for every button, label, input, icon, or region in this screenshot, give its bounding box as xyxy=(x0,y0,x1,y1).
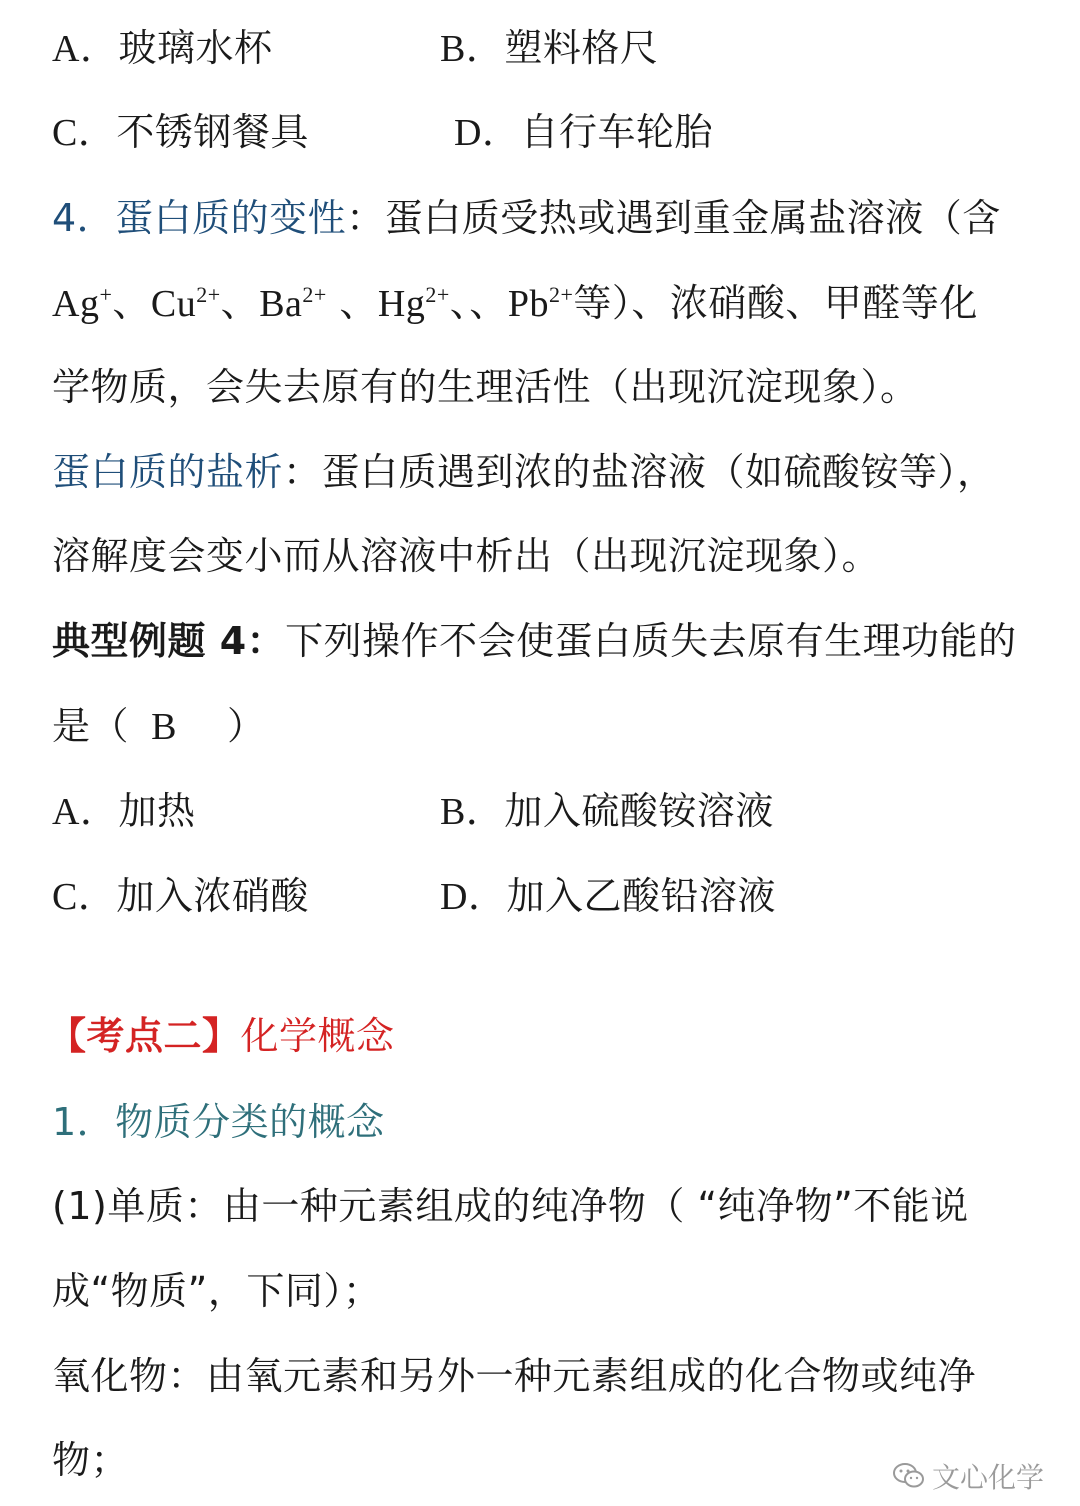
wechat-icon xyxy=(892,1461,926,1491)
example4-option-c-text: 加入浓硝酸 xyxy=(116,874,309,918)
example4-option-row-1 xyxy=(52,787,774,836)
sep-3: 、 xyxy=(326,281,378,325)
option-c-text: 不锈钢餐具 xyxy=(116,110,309,154)
element-line-2 xyxy=(52,1267,381,1315)
example4-answer: B xyxy=(151,706,177,748)
sep-2: 、 xyxy=(220,281,260,325)
option-d-letter: D． xyxy=(454,112,521,154)
denaturation-text-1: ：蛋白质受热或遇到重金属盐溶液（含 xyxy=(346,196,1001,240)
salting-out-line-1 xyxy=(52,448,996,496)
example4-label: 典型例题 4： xyxy=(52,619,286,663)
q3-option-row-2 xyxy=(52,108,713,157)
ion-ba-charge: 2+ xyxy=(302,282,327,307)
example4-question-prefix: 是（ xyxy=(52,704,130,748)
sep-4: 、、 xyxy=(449,281,508,325)
ion-pb: Pb xyxy=(507,283,549,325)
option-a-letter: A． xyxy=(52,28,119,70)
ion-cu-charge: 2+ xyxy=(196,282,221,307)
ion-ag-charge: + xyxy=(99,282,113,307)
option-a-text: 玻璃水杯 xyxy=(118,26,273,70)
watermark xyxy=(892,1456,1044,1496)
denaturation-text-2: 等）、浓硝酸、甲醛等化 xyxy=(573,281,978,325)
salting-out-line-2 xyxy=(52,532,880,580)
example4-option-d-text: 加入乙酸铅溶液 xyxy=(506,874,776,918)
example4-option-d-letter: D． xyxy=(440,876,507,918)
ion-ag: Ag xyxy=(52,283,100,325)
section2-bracket-title: 【考点二】 xyxy=(48,1014,241,1058)
denaturation-line-2 xyxy=(52,279,978,328)
option-b-text: 塑料格尺 xyxy=(504,26,659,70)
example4-option-a-letter: A． xyxy=(52,791,119,833)
example4-option-d xyxy=(440,872,776,921)
classification-heading xyxy=(52,1098,385,1146)
oxide-text-1: 氧化物：由氧元素和另外一种元素组成的化合物或纯净 xyxy=(52,1354,977,1398)
section2-heading xyxy=(48,1012,395,1060)
watermark-text: 文心化学 xyxy=(931,1461,1044,1494)
ion-pb-charge: 2+ xyxy=(548,282,574,307)
option-d xyxy=(454,108,713,157)
option-c-letter: C． xyxy=(52,112,117,154)
example4-option-row-2 xyxy=(52,872,776,921)
example4-option-b-text: 加入硫酸铵溶液 xyxy=(504,789,774,833)
element-text-1: (1)单质：由一种元素组成的纯净物（ “纯净物”不能说 xyxy=(52,1184,969,1228)
denaturation-heading: 4．蛋白质的变性 xyxy=(52,196,347,240)
example4-line-1 xyxy=(52,617,1017,665)
section2-title: 化学概念 xyxy=(240,1014,395,1058)
example4-option-b xyxy=(440,787,774,836)
option-b xyxy=(440,24,658,73)
element-text-2: 成“物质”，下同）； xyxy=(52,1269,382,1313)
example4-option-c-letter: C． xyxy=(52,876,117,918)
ion-cu: Cu xyxy=(150,283,197,325)
ion-ba: Ba xyxy=(259,283,303,325)
salting-out-heading: 蛋白质的盐析 xyxy=(52,450,284,494)
q3-option-row-1 xyxy=(52,24,659,73)
example4-option-b-letter: B． xyxy=(440,791,505,833)
denaturation-line-1 xyxy=(52,194,1001,242)
salting-out-text-1: ：蛋白质遇到浓的盐溶液（如硫酸铵等）， xyxy=(283,450,996,494)
denaturation-line-3 xyxy=(52,363,919,411)
sep-1: 、 xyxy=(112,281,151,325)
example4-question-1: 下列操作不会使蛋白质失去原有生理功能的 xyxy=(285,619,1017,663)
oxide-line-1 xyxy=(52,1352,976,1400)
example4-question-suffix: ） xyxy=(227,704,266,748)
salting-out-text-2: 溶解度会变小而从溶液中析出（出现沉淀现象）。 xyxy=(52,534,881,578)
oxide-text-2: 物； xyxy=(52,1438,130,1482)
option-d-text: 自行车轮胎 xyxy=(520,110,713,154)
element-line-1 xyxy=(52,1182,969,1230)
example4-option-a-text: 加热 xyxy=(118,789,196,833)
ion-hg: Hg xyxy=(377,283,426,325)
oxide-line-2 xyxy=(52,1436,129,1484)
ion-hg-charge: 2+ xyxy=(425,282,450,307)
example4-line-2 xyxy=(52,702,266,751)
classification-heading-text: 1．物质分类的概念 xyxy=(52,1100,385,1144)
denaturation-text-3: 学物质，会失去原有的生理活性（出现沉淀现象）。 xyxy=(52,365,919,409)
option-b-letter: B． xyxy=(440,28,505,70)
